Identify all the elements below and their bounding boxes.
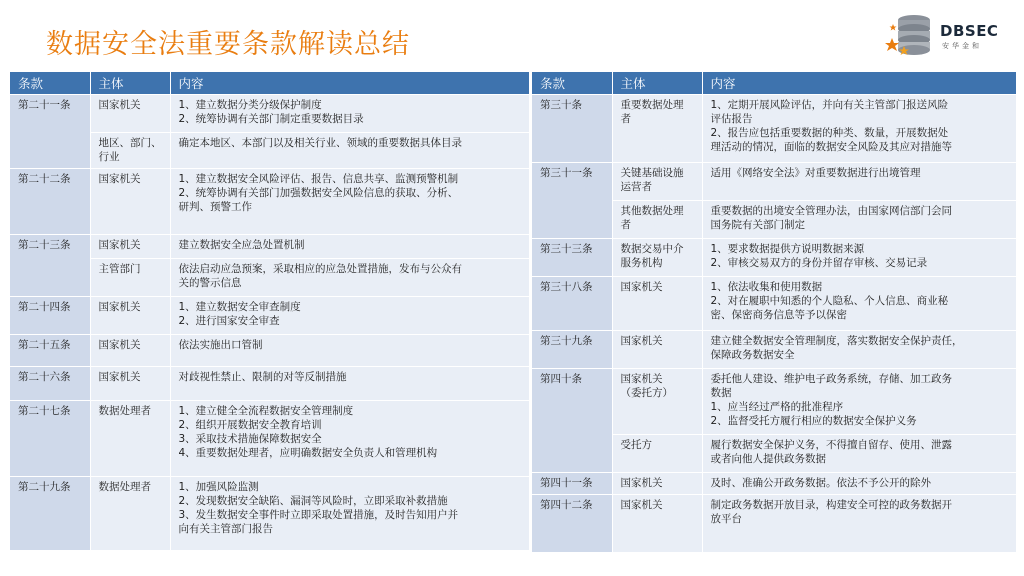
subject-cell: 国家机关 bbox=[612, 495, 702, 553]
database-stars-icon bbox=[884, 12, 938, 58]
clause-cell: 第二十一条 bbox=[10, 95, 90, 169]
header-subject: 主体 bbox=[612, 72, 702, 95]
clause-cell: 第二十二条 bbox=[10, 169, 90, 235]
clause-cell: 第三十八条 bbox=[532, 277, 612, 331]
content-cell: 1、定期开展风险评估，并向有关主管部门报送风险 评估报告 2、报告应包括重要数据的种类、数量，开展数据处 理活动的情况，面临的数据安全风险及其应对措施等 bbox=[702, 95, 1016, 163]
subject-cell: 国家机关 bbox=[90, 297, 170, 335]
table-header-row bbox=[532, 72, 1016, 95]
table-row bbox=[532, 239, 1016, 277]
subject-cell: 数据处理者 bbox=[90, 401, 170, 477]
clause-cell: 第四十二条 bbox=[532, 495, 612, 553]
subject-cell: 数据处理者 bbox=[90, 477, 170, 551]
content-cell: 1、加强风险监测 2、发现数据安全缺陷、漏洞等风险时，立即采取补救措施 3、发生数据安全事件时立即采取处置措施，及时告知用户并 向有关主管部门报告 bbox=[170, 477, 529, 551]
clause-cell: 第二十七条 bbox=[10, 401, 90, 477]
subject-cell: 地区、部门、 行业 bbox=[90, 133, 170, 169]
content-cell: 建立健全数据安全管理制度，落实数据安全保护责任， 保障政务数据安全 bbox=[702, 331, 1016, 369]
subject-cell: 主管部门 bbox=[90, 259, 170, 297]
subject-cell: 国家机关 bbox=[612, 331, 702, 369]
subject-cell: 关键基础设施 运营者 bbox=[612, 163, 702, 201]
clause-cell: 第三十九条 bbox=[532, 331, 612, 369]
header-subject: 主体 bbox=[90, 72, 170, 95]
subject-cell: 国家机关 bbox=[612, 473, 702, 495]
subject-cell: 数据交易中介 服务机构 bbox=[612, 239, 702, 277]
content-cell: 1、建立数据安全审查制度 2、进行国家安全审查 bbox=[170, 297, 529, 335]
subject-cell: 国家机关 bbox=[90, 169, 170, 235]
table-row bbox=[10, 335, 529, 367]
content-cell: 及时、准确公开政务数据。依法不予公开的除外 bbox=[702, 473, 1016, 495]
content-cell: 确定本地区、本部门以及相关行业、领域的重要数据具体目录 bbox=[170, 133, 529, 169]
table-row bbox=[532, 369, 1016, 435]
subject-cell: 重要数据处理 者 bbox=[612, 95, 702, 163]
subject-cell: 受托方 bbox=[612, 435, 702, 473]
clause-cell: 第二十三条 bbox=[10, 235, 90, 297]
left-clause-table bbox=[10, 72, 530, 551]
table-row bbox=[10, 477, 529, 551]
table-row bbox=[532, 277, 1016, 331]
table-row bbox=[10, 401, 529, 477]
content-cell: 1、要求数据提供方说明数据来源 2、审核交易双方的身份并留存审核、交易记录 bbox=[702, 239, 1016, 277]
subject-cell: 国家机关 bbox=[90, 367, 170, 401]
content-cell: 1、依法收集和使用数据 2、对在履职中知悉的个人隐私、个人信息、商业秘 密、保密商务信息等予以保密 bbox=[702, 277, 1016, 331]
logo-name: DBSEC bbox=[940, 22, 999, 40]
table-row bbox=[532, 163, 1016, 201]
table-row bbox=[10, 169, 529, 235]
table-row bbox=[532, 331, 1016, 369]
table-row bbox=[10, 235, 529, 259]
table-row bbox=[10, 95, 529, 133]
content-cell: 适用《网络安全法》对重要数据进行出境管理 bbox=[702, 163, 1016, 201]
header-content: 内容 bbox=[170, 72, 529, 95]
clause-cell: 第二十五条 bbox=[10, 335, 90, 367]
subject-cell: 国家机关 bbox=[612, 277, 702, 331]
right-clause-table bbox=[532, 72, 1017, 553]
content-cell: 建立数据安全应急处置机制 bbox=[170, 235, 529, 259]
content-cell: 履行数据安全保护义务，不得擅自留存、使用、泄露 或者向他人提供政务数据 bbox=[702, 435, 1016, 473]
subject-cell: 其他数据处理 者 bbox=[612, 201, 702, 239]
content-cell: 依法实施出口管制 bbox=[170, 335, 529, 367]
table-row bbox=[10, 297, 529, 335]
subject-cell: 国家机关 bbox=[90, 95, 170, 133]
table-row bbox=[10, 367, 529, 401]
clause-cell: 第三十条 bbox=[532, 95, 612, 163]
content-cell: 制定政务数据开放目录，构建安全可控的政务数据开 放平台 bbox=[702, 495, 1016, 553]
clause-cell: 第二十九条 bbox=[10, 477, 90, 551]
logo-subtitle: 安华金和 bbox=[942, 42, 982, 50]
content-cell: 1、建立数据分类分级保护制度 2、统筹协调有关部门制定重要数据目录 bbox=[170, 95, 529, 133]
header-clause: 条款 bbox=[10, 72, 90, 95]
clause-cell: 第四十条 bbox=[532, 369, 612, 473]
content-cell: 重要数据的出境安全管理办法，由国家网信部门会同 国务院有关部门制定 bbox=[702, 201, 1016, 239]
header-content: 内容 bbox=[702, 72, 1016, 95]
company-logo bbox=[884, 12, 1004, 58]
content-cell: 1、建立健全全流程数据安全管理制度 2、组织开展数据安全教育培训 3、采取技术措施保障数据安全 4、重要数据处理者，应明确数据安全负责人和管理机构 bbox=[170, 401, 529, 477]
clause-cell: 第二十四条 bbox=[10, 297, 90, 335]
subject-cell: 国家机关 （委托方） bbox=[612, 369, 702, 435]
content-cell: 委托他人建设、维护电子政务系统，存储、加工政务 数据 1、应当经过严格的批准程序 2、监督受托方履行相应的数据安全保护义务 bbox=[702, 369, 1016, 435]
page-title: 数据安全法重要条款解读总结 bbox=[46, 29, 410, 60]
clause-cell: 第四十一条 bbox=[532, 473, 612, 495]
content-cell: 对歧视性禁止、限制的对等反制措施 bbox=[170, 367, 529, 401]
subject-cell: 国家机关 bbox=[90, 335, 170, 367]
content-cell: 依法启动应急预案，采取相应的应急处置措施，发布与公众有 关的警示信息 bbox=[170, 259, 529, 297]
table-row bbox=[532, 95, 1016, 163]
table-row bbox=[532, 473, 1016, 495]
clause-cell: 第二十六条 bbox=[10, 367, 90, 401]
content-cell: 1、建立数据安全风险评估、报告、信息共享、监测预警机制 2、统筹协调有关部门加强数据安全风险信息的获取、分析、 研判、预警工作 bbox=[170, 169, 529, 235]
table-row bbox=[532, 495, 1016, 553]
table-header-row bbox=[10, 72, 529, 95]
subject-cell: 国家机关 bbox=[90, 235, 170, 259]
clause-cell: 第三十三条 bbox=[532, 239, 612, 277]
clause-cell: 第三十一条 bbox=[532, 163, 612, 239]
header-clause: 条款 bbox=[532, 72, 612, 95]
